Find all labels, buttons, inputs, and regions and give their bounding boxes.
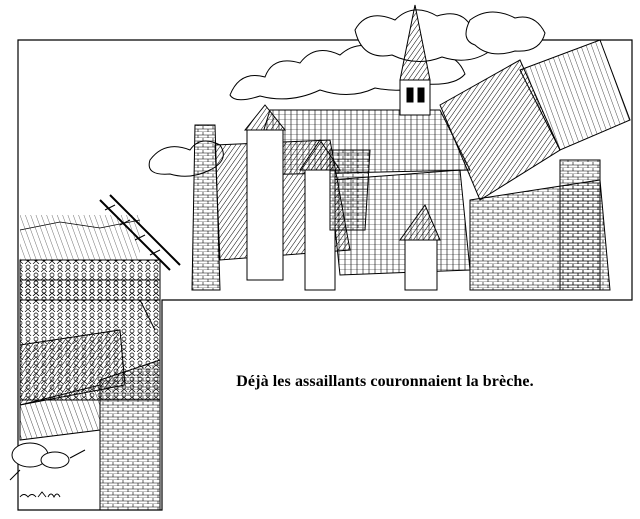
illustration-caption: Déjà les assaillants couronnaient la brèche. bbox=[236, 373, 534, 390]
